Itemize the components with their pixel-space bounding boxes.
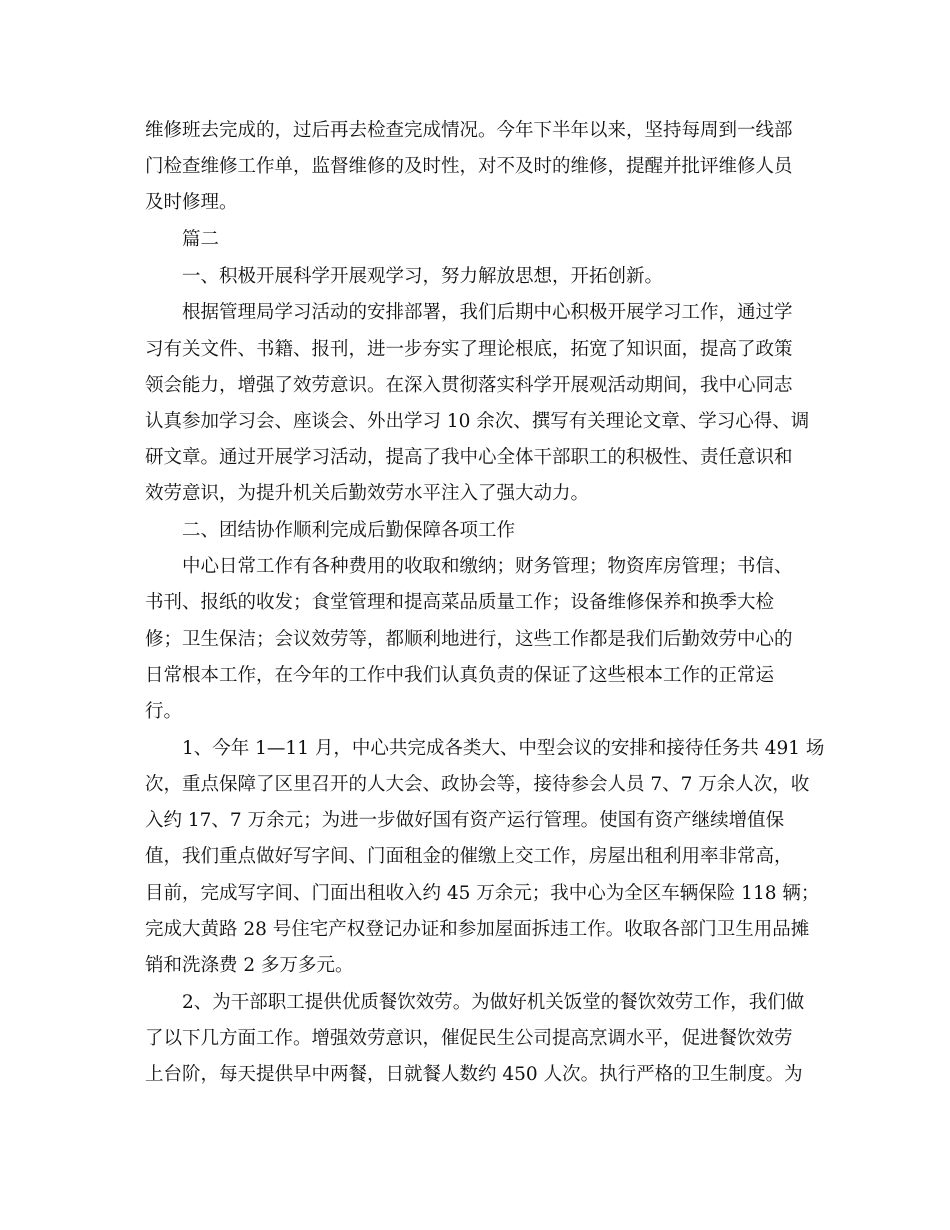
text-line: 行。 [145,701,183,722]
section-heading: 篇二 [182,229,220,250]
text-line: 目前，完成写字间、门面出租收入约 45 万余元；我中心为全区车辆保险 118 辆； [145,883,820,904]
text-line: 2、为干部职工提供优质餐饮效劳。为做好机关饭堂的餐饮效劳工作，我们做 [182,992,805,1013]
text-line: 门检查维修工作单，监督维修的及时性，对不及时的维修，提醒并批评维修人员 [145,156,793,177]
text-line: 及时修理。 [145,192,238,213]
text-line: 效劳意识，为提升机关后勤效劳水平注入了强大动力。 [145,483,590,504]
text-line: 研文章。通过开展学习活动，提高了我中心全体干部职工的积极性、责任意识和 [145,447,793,468]
heading-line: 一、积极开展科学开展观学习，努力解放思想，开拓创新。 [182,266,664,287]
text-line: 次，重点保障了区里召开的人大会、政协会等，接待参会人员 7、7 万余人次，收 [145,774,810,795]
text-line: 日常根本工作，在今年的工作中我们认真负责的保证了这些根本工作的正常运 [145,665,775,686]
text-line: 上台阶，每天提供早中两餐，日就餐人数约 450 人次。执行严格的卫生制度。为 [145,1064,803,1085]
text-line: 领会能力，增强了效劳意识。在深入贯彻落实科学开展观活动期间，我中心同志 [145,375,793,396]
text-line: 习有关文件、书籍、报刊，进一步夯实了理论根底，拓宽了知识面，提高了政策 [145,339,793,360]
heading-line: 二、团结协作顺利完成后勤保障各项工作 [182,520,516,541]
text-line: 完成大黄路 28 号住宅产权登记办证和参加屋面拆违工作。收取各部门卫生用品摊 [145,919,810,940]
text-line: 入约 17、7 万余元；为进一步做好国有资产运行管理。使国有资产继续增值保 [145,810,785,831]
text-line: 根据管理局学习活动的安排部署，我们后期中心积极开展学习工作，通过学 [182,302,793,323]
text-line: 书刊、报纸的收发；食堂管理和提高菜品质量工作；设备维修保养和换季大检 [145,592,775,613]
text-line: 修；卫生保洁；会议效劳等，都顺利地进行，这些工作都是我们后勤效劳中心的 [145,629,793,650]
text-line: 了以下几方面工作。增强效劳意识，催促民生公司提高烹调水平，促进餐饮效劳 [145,1028,793,1049]
text-line: 1、今年 1—11 月，中心共完成各类大、中型会议的安排和接待任务共 491 场 [182,738,825,759]
text-line: 销和洗涤费 2 多万多元。 [145,955,354,976]
text-line: 值，我们重点做好写字间、门面租金的催缴上交工作，房屋出租利用率非常高， [145,846,793,867]
text-line: 维修班去完成的，过后再去检查完成情况。今年下半年以来，坚持每周到一线部 [145,120,793,141]
text-line: 中心日常工作有各种费用的收取和缴纳；财务管理；物资库房管理；书信、 [182,556,793,577]
text-line: 认真参加学习会、座谈会、外出学习 10 余次、撰写有关理论文章、学习心得、调 [145,411,810,432]
